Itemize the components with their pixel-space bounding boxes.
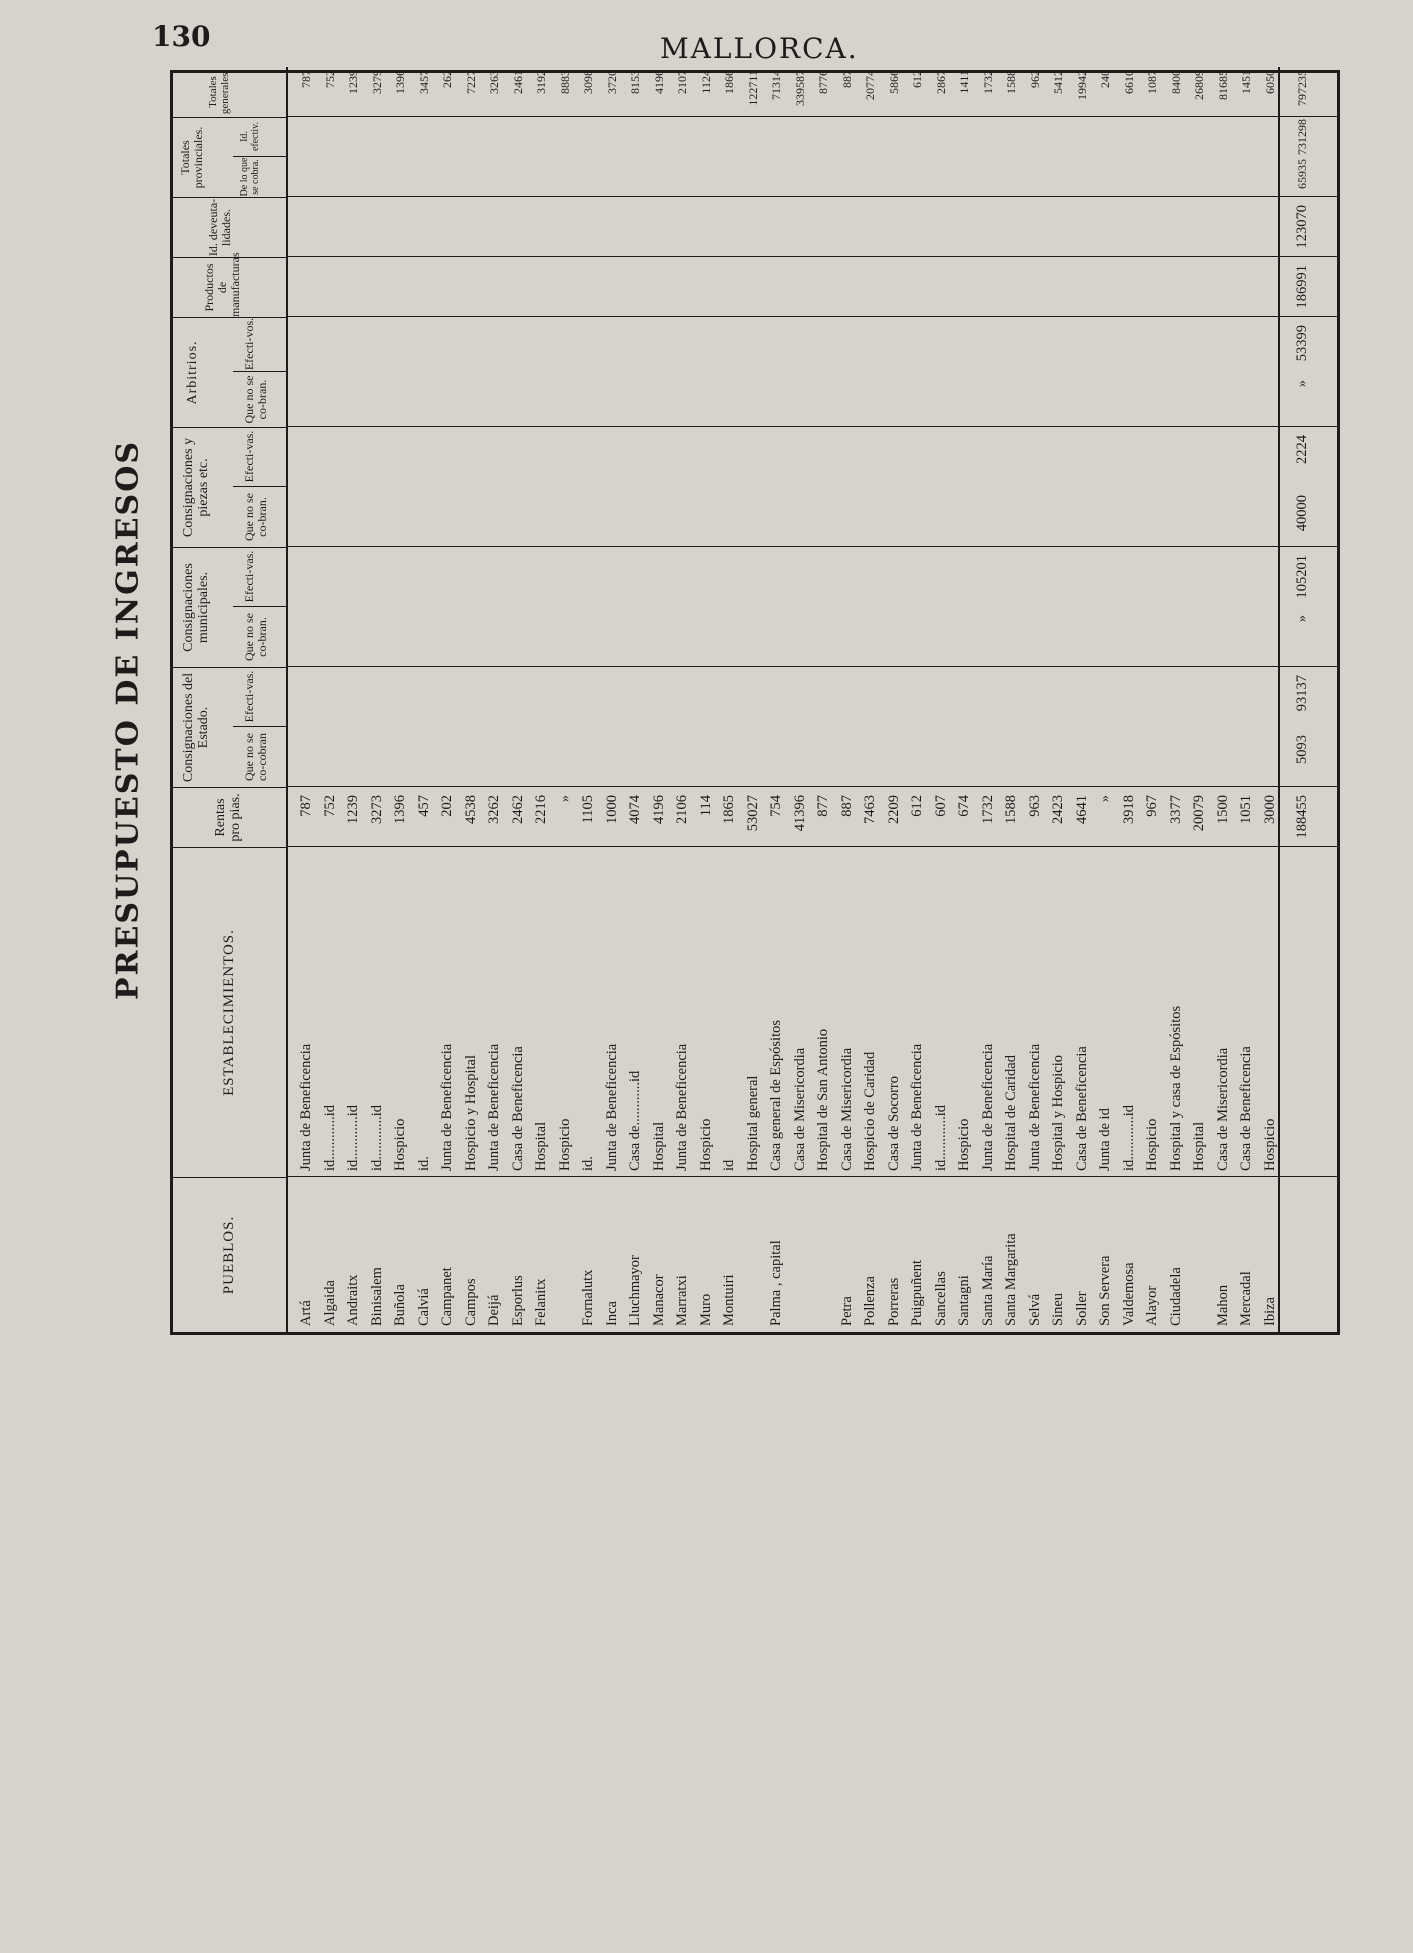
rentas-cell: 114: [697, 795, 714, 817]
establecimiento-cell: Junta de Beneficencia: [909, 1043, 925, 1171]
total-general-cell: 3192: [534, 70, 548, 94]
establecimiento-cell: Hospital: [650, 1121, 667, 1171]
table-row: [367, 67, 387, 1332]
total-general-cell: 71314: [769, 70, 783, 100]
establecimiento-cell: Hospital: [533, 1121, 549, 1171]
total-general-cell: 3720: [604, 70, 619, 94]
table-row: [555, 67, 575, 1332]
total-piezas-no: 40000: [1294, 495, 1310, 532]
rentas-cell: 752: [321, 795, 338, 817]
total-general-cell: 612: [910, 70, 924, 88]
total-general-cell: 752: [322, 70, 337, 88]
pueblo-cell: Calviá: [415, 1288, 432, 1326]
table-row: [1095, 67, 1115, 1332]
table-row: [766, 67, 786, 1332]
rentas-cell: 4196: [650, 795, 667, 824]
establecimiento-cell: Casa de Misericordia: [791, 1047, 808, 1171]
table-row: [390, 67, 410, 1332]
table-row: [790, 67, 810, 1332]
establecimiento-cell: id............id: [368, 1104, 385, 1171]
total-general-cell: 6610: [1121, 70, 1136, 94]
total-general-cell: 1411: [957, 70, 971, 94]
total-rentas: 188455: [1294, 795, 1310, 839]
table-row: [1001, 67, 1021, 1332]
rentas-cell: 1239: [345, 795, 361, 824]
rentas-cell: »: [1097, 795, 1113, 803]
header-estado: Consignaciones del Estado. Que no se co-cobran Efecti-vas.: [173, 667, 288, 787]
establecimiento-cell: id............id: [1120, 1104, 1137, 1171]
header-provinciales: Totales provinciales. De lo que se cobra. Id. efectiv.: [173, 117, 288, 197]
table-row: [1166, 67, 1186, 1332]
pueblo-cell: Deijá: [486, 1294, 502, 1326]
total-general-cell: 5412: [1051, 70, 1065, 94]
rentas-cell: 963: [1026, 795, 1043, 817]
table-row: [1025, 67, 1045, 1332]
pueblo-cell: Pollenza: [862, 1276, 878, 1326]
income-table: [170, 70, 1340, 1335]
pueblo-cell: Manacor: [650, 1274, 667, 1326]
running-head: MALLORCA.: [660, 32, 859, 65]
rentas-cell: 4538: [462, 795, 479, 824]
rentas-cell: 3918: [1120, 795, 1137, 824]
establecimiento-cell: Hospicio: [392, 1118, 408, 1171]
rentas-cell: 4641: [1073, 795, 1090, 824]
rentas-cell: 1396: [392, 795, 408, 824]
total-general-cell: 3263: [487, 70, 501, 94]
total-prov-ef: 731298: [1295, 119, 1309, 155]
pueblo-cell: Campanet: [439, 1267, 455, 1326]
establecimiento-cell: Junta de id: [1097, 1108, 1113, 1171]
table-row: [602, 67, 622, 1332]
table-row: [625, 67, 645, 1332]
pueblo-cell: Puigpuñent: [909, 1259, 925, 1326]
total-general-cell: 8776: [816, 70, 830, 94]
table-row: [414, 67, 434, 1332]
establecimiento-cell: Casa de Beneficencia: [1238, 1046, 1254, 1171]
pueblo-cell: Santa Margarita: [1003, 1233, 1019, 1326]
rentas-cell: 754: [768, 795, 784, 817]
header-municipales: Consignaciones municipales. Que no se co-bran. Efecti-vas.: [173, 547, 288, 667]
pueblo-cell: Mercadal: [1238, 1271, 1254, 1326]
pueblo-cell: Ciudadela: [1167, 1267, 1184, 1326]
header-devengadas: Id. deveuta-lidades.: [173, 197, 288, 257]
rentas-cell: 612: [909, 795, 925, 817]
total-general-cell: 5866: [886, 70, 901, 94]
total-general-cell: 240: [1098, 70, 1112, 88]
rentas-cell: 4074: [627, 795, 643, 824]
establecimiento-cell: Casa general de Espósitos: [768, 1019, 784, 1171]
pueblo-cell: Selvá: [1026, 1293, 1043, 1326]
total-general-cell: 339587: [792, 70, 807, 106]
establecimiento-cell: Casa de Beneficencia: [509, 1046, 526, 1171]
table-row: [672, 67, 692, 1332]
total-arb-ef: 53399: [1294, 325, 1310, 362]
header-productos: Productos de manufacturas: [173, 257, 288, 317]
rentas-cell: 967: [1144, 795, 1160, 817]
establecimiento-cell: Hospital de Caridad: [1003, 1055, 1019, 1171]
establecimiento-cell: Hospicio: [1261, 1118, 1278, 1171]
total-general-cell: 20774: [863, 70, 877, 100]
total-general-cell: 6050: [1262, 70, 1277, 94]
establecimiento-cell: Hospicio y Hospital: [462, 1055, 479, 1171]
pueblo-cell: Santa María: [979, 1255, 996, 1326]
total-general-cell: 7227: [463, 70, 478, 94]
pueblo-cell: Fornalutx: [580, 1269, 596, 1326]
establecimiento-cell: Junta de Beneficencia: [674, 1043, 690, 1171]
pueblo-cell: [813, 1177, 833, 1332]
rentas-cell: 2216: [533, 795, 549, 824]
pueblo-cell: [790, 1177, 810, 1332]
establecimiento-cell: Hospital y Hospicio: [1050, 1055, 1066, 1171]
total-productos: 186991: [1294, 265, 1310, 309]
pueblo-cell: [555, 1177, 575, 1332]
table-body: [288, 67, 1328, 1332]
establecimiento-cell: Junta de Beneficencia: [603, 1043, 620, 1171]
establecimiento-cell: Casa de Socorro: [885, 1075, 902, 1171]
establecimiento-cell: Junta de Beneficencia: [439, 1043, 455, 1171]
table-row: [931, 67, 951, 1332]
table-row: [1048, 67, 1068, 1332]
table-row: [954, 67, 974, 1332]
pueblo-cell: Esporlus: [509, 1275, 526, 1326]
establecimiento-cell: Hospicio: [556, 1118, 573, 1171]
rentas-cell: 3000: [1261, 795, 1278, 824]
total-piezas-ef: 2224: [1294, 435, 1310, 464]
table-row: [437, 67, 457, 1332]
total-general-cell: 3098: [581, 70, 595, 94]
rentas-cell: 2209: [885, 795, 902, 824]
rentas-cell: 887: [838, 795, 855, 817]
establecimiento-cell: Junta de Beneficencia: [1026, 1043, 1043, 1171]
rentas-cell: 1000: [603, 795, 620, 824]
table-row: [837, 67, 857, 1332]
total-mun-ef: 105201: [1294, 555, 1310, 599]
rentas-cell: 2423: [1050, 795, 1066, 824]
pueblo-cell: Felanitx: [533, 1278, 549, 1326]
rentas-cell: 2462: [509, 795, 526, 824]
total-devengadas: 123070: [1294, 205, 1310, 249]
pueblo-cell: Mahon: [1214, 1284, 1231, 1326]
table-row: [649, 67, 669, 1332]
header-arbitrios: Arbitrios. Que no se co-bran. Efecti-vos.: [173, 317, 288, 427]
pueblo-cell: Soller: [1073, 1291, 1090, 1326]
establecimiento-cell: id............id: [345, 1104, 361, 1171]
total-general-cell: 1396: [393, 70, 407, 94]
establecimiento-cell: id.: [580, 1156, 596, 1171]
total-general-cell: 2867: [933, 70, 948, 94]
table-row: [696, 67, 716, 1332]
establecimiento-cell: Casa de Beneficencia: [1073, 1046, 1090, 1171]
rentas-cell: 202: [439, 795, 455, 817]
pueblo-cell: Campos: [462, 1278, 479, 1326]
establecimiento-cell: id............id: [321, 1104, 338, 1171]
establecimiento-cell: Junta de Beneficencia: [979, 1043, 996, 1171]
rentas-cell: 41396: [791, 795, 808, 832]
pueblo-cell: Porreras: [885, 1277, 902, 1326]
rentas-cell: 607: [932, 795, 949, 817]
rotated-table-frame: [170, 70, 1340, 1335]
total-estado-no: 5093: [1294, 735, 1310, 764]
total-general-cell: 1866: [722, 70, 736, 94]
rentas-cell: »: [556, 795, 573, 803]
table-row: [508, 67, 528, 1332]
establecimiento-cell: Hospital: [1191, 1121, 1207, 1171]
pueblo-cell: Andraitx: [345, 1274, 361, 1326]
total-general-cell: 2107: [675, 70, 689, 94]
table-row: [813, 67, 833, 1332]
table-row: [531, 67, 551, 1332]
pueblo-cell: Algaida: [321, 1280, 338, 1326]
total-general-cell: 81685: [1215, 70, 1230, 100]
establecimiento-cell: Hospicio: [697, 1118, 714, 1171]
rentas-cell: 1105: [580, 795, 596, 824]
pueblo-cell: [743, 1177, 763, 1332]
totals-row: [1278, 67, 1322, 1332]
pueblo-cell: Ibiza: [1261, 1297, 1278, 1326]
table-row: [484, 67, 504, 1332]
pueblo-cell: Palma , capital: [768, 1240, 784, 1326]
total-general-cell: 3457: [416, 70, 431, 94]
table-row: [884, 67, 904, 1332]
header-generales: Totales generales.: [207, 69, 232, 115]
total-general-cell: 19942: [1074, 70, 1089, 100]
rentas-cell: 3273: [368, 795, 385, 824]
establecimiento-cell: Casa de Misericordia: [838, 1047, 855, 1171]
total-general-cell: 962: [1027, 70, 1042, 88]
page-number: 130: [152, 20, 211, 53]
rentas-cell: 877: [815, 795, 831, 817]
pueblo-cell: Binisalem: [368, 1267, 385, 1326]
pueblo-cell: [1189, 1177, 1209, 1332]
establecimiento-cell: Hospicio: [956, 1118, 972, 1171]
table-row: [1189, 67, 1209, 1332]
rentas-cell: 53027: [744, 795, 761, 832]
establecimiento-cell: Hospital y casa de Espósitos: [1167, 1005, 1184, 1171]
rentas-cell: 20079: [1191, 795, 1207, 832]
pueblo-cell: Sineu: [1050, 1292, 1066, 1326]
pueblo-cell: Alayor: [1144, 1285, 1160, 1326]
rentas-cell: 1051: [1238, 795, 1254, 824]
pueblo-cell: Marratxi: [674, 1275, 690, 1326]
table-header: [173, 67, 288, 1332]
side-title: PRESUPUESTO DE INGRESOS: [110, 440, 146, 1000]
establecimiento-cell: Hospital de San Antonio: [815, 1028, 831, 1171]
total-general-cell: 3279: [369, 70, 384, 94]
pueblo-cell: Sancellas: [932, 1271, 949, 1326]
total-mun-no: »: [1294, 615, 1310, 623]
total-generales: 797235: [1295, 70, 1309, 106]
table-row: [296, 67, 316, 1332]
table-row: [461, 67, 481, 1332]
table-row: [1142, 67, 1162, 1332]
header-piezas: Consignaciones y piezas etc. Que no se co-bran. Efecti-vas.: [173, 427, 288, 547]
total-general-cell: 1451: [1239, 70, 1253, 94]
total-general-cell: 787: [299, 70, 313, 88]
table-row: [578, 67, 598, 1332]
rentas-cell: 1732: [979, 795, 996, 824]
total-general-cell: 8883: [557, 70, 572, 94]
table-row: [907, 67, 927, 1332]
pueblo-cell: Petra: [838, 1296, 855, 1326]
pueblo-cell: Inca: [603, 1301, 620, 1326]
rentas-cell: 7463: [862, 795, 878, 824]
table-row: [343, 67, 363, 1332]
table-row: [320, 67, 340, 1332]
total-prov-cobra: 65935: [1295, 159, 1309, 189]
pueblo-cell: Son Servera: [1097, 1255, 1113, 1326]
establecimiento-cell: Hospital general: [744, 1075, 761, 1171]
pueblo-cell: Valdemosa: [1120, 1262, 1137, 1326]
total-general-cell: 4196: [651, 70, 666, 94]
table-row: [1119, 67, 1139, 1332]
table-row: [1260, 67, 1280, 1332]
total-general-cell: 1588: [1004, 70, 1018, 94]
rentas-cell: 1500: [1214, 795, 1231, 824]
pueblo-cell: Santagni: [956, 1275, 972, 1326]
rentas-cell: 457: [415, 795, 432, 817]
table-row: [1236, 67, 1256, 1332]
table-row: [860, 67, 880, 1332]
establecimiento-cell: id.: [415, 1156, 432, 1171]
rentas-cell: 1865: [721, 795, 737, 824]
establecimiento-cell: id: [721, 1159, 737, 1171]
table-row: [1213, 67, 1233, 1332]
establecimiento-cell: id............id: [932, 1104, 949, 1171]
header-pueblos: PUEBLOS.: [173, 1177, 288, 1332]
total-arb-no: »: [1294, 380, 1310, 388]
table-row: [719, 67, 739, 1332]
total-general-cell: 1239: [346, 70, 360, 94]
rentas-cell: 674: [956, 795, 972, 817]
total-general-cell: 1087: [1145, 70, 1159, 94]
establecimiento-cell: Hospicio: [1144, 1118, 1160, 1171]
establecimiento-cell: Casa de Misericordia: [1214, 1047, 1231, 1171]
establecimiento-cell: Hospicio de Caridad: [862, 1051, 878, 1171]
total-general-cell: 887: [839, 70, 854, 88]
total-estado-ef: 93137: [1294, 675, 1310, 712]
total-general-cell: 1124: [698, 70, 713, 94]
total-general-cell: 122711: [745, 70, 760, 106]
rentas-cell: 787: [298, 795, 314, 817]
total-general-cell: 1732: [980, 70, 995, 94]
total-general-cell: 8400: [1168, 70, 1183, 94]
pueblo-cell: Lluchmayor: [627, 1255, 643, 1326]
pueblo-cell: Montuiri: [721, 1274, 737, 1326]
rentas-cell: 1588: [1003, 795, 1019, 824]
total-general-cell: 26809: [1192, 70, 1206, 100]
table-row: [743, 67, 763, 1332]
establecimiento-cell: Junta de Beneficencia: [486, 1043, 502, 1171]
total-general-cell: 8153: [628, 70, 642, 94]
header-establecimientos: ESTABLECIMIENTOS.: [173, 847, 288, 1177]
pueblo-cell: Buñola: [392, 1284, 408, 1326]
table-row: [1072, 67, 1092, 1332]
header-rentas: Rentas pro pias.: [173, 787, 288, 847]
pueblo-cell: Artá: [298, 1300, 314, 1326]
establecimiento-cell: Casa de............id: [627, 1070, 643, 1171]
table-row: [978, 67, 998, 1332]
establecimiento-cell: Junta de Beneficencia: [298, 1043, 314, 1171]
rentas-cell: 3377: [1167, 795, 1184, 824]
rentas-cell: 3262: [486, 795, 502, 824]
total-general-cell: 262: [440, 70, 454, 88]
pueblo-cell: Muro: [697, 1293, 714, 1326]
total-general-cell: 2461: [510, 70, 525, 94]
rentas-cell: 2106: [674, 795, 690, 824]
